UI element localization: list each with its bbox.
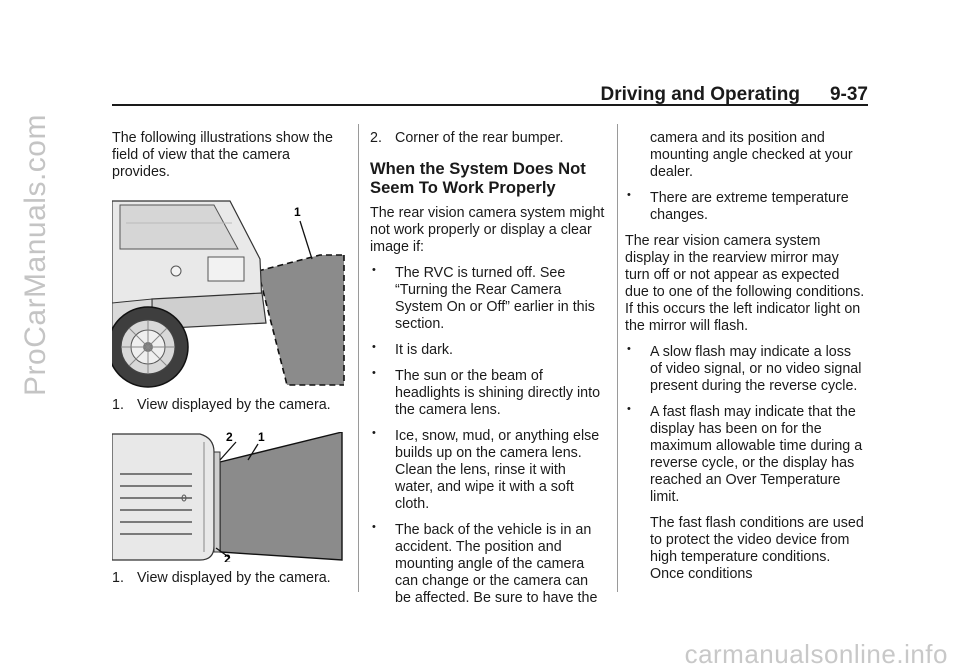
flash-list: [625, 344, 865, 506]
rear-view-illustration: [112, 199, 346, 389]
column-middle: [370, 130, 606, 616]
bullet-icon: •: [372, 521, 376, 533]
top-view-illustration: [112, 432, 346, 562]
section-heading: When the System Does Not Seem To Work Properly: [370, 159, 586, 197]
list-item: • It is dark.: [372, 341, 453, 358]
conditions-list: [625, 190, 865, 224]
bullet-icon: •: [372, 264, 376, 276]
column-divider: [358, 124, 359, 592]
bullet-continuation: camera and its position and mounting angle checked at your dealer.: [650, 130, 853, 180]
vehicle-top-view: [112, 434, 214, 560]
conditions-list: [370, 265, 606, 607]
section-title: Driving and Operating: [600, 84, 800, 105]
column-left: [112, 130, 348, 599]
page-number: 9-37: [829, 84, 868, 105]
list-item: • A fast flash may indicate that the display has been on for the maximum allowable time during a reverse cycle, or the display has reached an Over Temperature limit.: [627, 403, 863, 505]
license-plate-area: [208, 257, 244, 281]
bullet-icon: •: [627, 343, 631, 355]
figure-caption: 1. View displayed by the camera.: [112, 570, 331, 586]
list-item: • The RVC is turned off. See “Turning the Rear Camera System On or Off” earlier in this section.: [372, 264, 595, 332]
bullet-icon: •: [627, 189, 631, 201]
page-header: [112, 84, 868, 106]
bullet-icon: •: [372, 367, 376, 379]
bullet-icon: •: [372, 427, 376, 439]
callout-2-top: 2: [226, 432, 233, 444]
watermark-side: ProCarManuals.com: [19, 114, 52, 396]
list-item: • The back of the vehicle is in an accident. The position and mounting angle of the camera can change or the camera can be affected. Be sure to have the: [372, 521, 598, 606]
callout-1: 1: [294, 205, 301, 219]
field-of-view-area: [220, 432, 342, 560]
column-right: [625, 130, 865, 592]
column-divider: [617, 124, 618, 592]
figure-caption: 1. View displayed by the camera.: [112, 397, 331, 413]
list-item: • The sun or the beam of headlights is shining directly into the camera lens.: [372, 367, 601, 418]
mirror-paragraph: The rear vision camera system display in the rearview mirror may turn off or not appear as expected due to one of the following conditions. If this occurs the left indicator light on the mirror will flash.: [625, 233, 865, 334]
fast-flash-note: The fast flash conditions are used to protect the video device from high temperature conditions. Once conditions: [650, 515, 864, 582]
list-item: • A slow flash may indicate a loss of video signal, or no video signal present during the reverse cycle.: [627, 343, 862, 394]
bullet-icon: •: [372, 341, 376, 353]
callout-1: 1: [258, 432, 265, 444]
intro-paragraph: The following illustrations show the field of view that the camera provides.: [112, 130, 333, 180]
section-intro: The rear vision camera system might not work properly or display a clear image if:: [370, 205, 605, 255]
watermark-bottom: carmanualsonline.info: [684, 639, 948, 669]
rear-bumper: [214, 452, 220, 552]
list-item: • Ice, snow, mud, or anything else builds up on the camera lens. Clean the lens, rinse it with water, and wipe it with a soft cloth.: [372, 427, 600, 512]
callout-2-bottom: 2: [224, 552, 231, 562]
list-item: 2. Corner of the rear bumper.: [370, 130, 564, 146]
list-item: • There are extreme temperature changes.: [627, 189, 849, 223]
bullet-icon: •: [627, 403, 631, 415]
